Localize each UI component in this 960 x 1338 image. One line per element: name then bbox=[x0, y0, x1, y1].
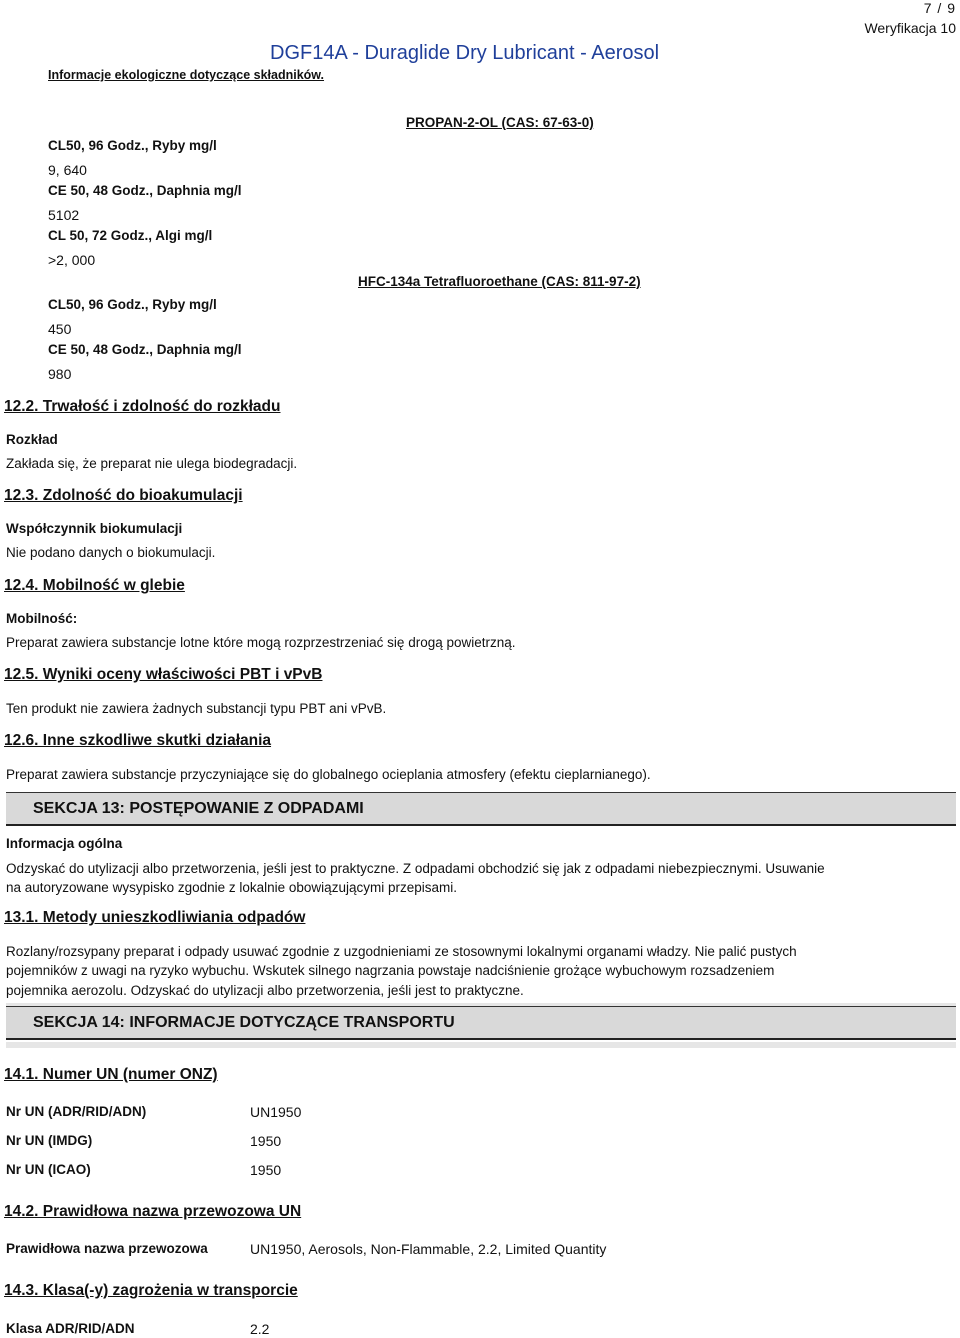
eco-item-label: CL 50, 72 Godz., Algi mg/l bbox=[48, 228, 213, 243]
un-number-label: Nr UN (ADR/RID/ADN) bbox=[6, 1104, 147, 1119]
eco-heading: Informacje ekologiczne dotyczące składników. bbox=[48, 68, 325, 82]
un-number-value: 1950 bbox=[250, 1162, 282, 1178]
bioaccumulation-label: Współczynnik biokumulacji bbox=[6, 521, 183, 536]
general-info-line: na autoryzowane wysypisko zgodnie z lokalnie obowiązującymi przepisami. bbox=[6, 880, 457, 895]
general-info-label: Informacja ogólna bbox=[6, 836, 123, 851]
eco-item-label: CL50, 96 Godz., Ryby mg/l bbox=[48, 297, 217, 312]
section-12-4-heading: 12.4. Mobilność w glebie bbox=[4, 577, 185, 594]
un-number-label: Nr UN (IMDG) bbox=[6, 1133, 93, 1148]
eco-item-label: CE 50, 48 Godz., Daphnia mg/l bbox=[48, 342, 242, 357]
section-14-band bbox=[6, 1006, 956, 1040]
disposal-line: pojemnika aerozolu. Odzyskać do utylizacji albo przetworzenia, jeśli jest to praktyczne. bbox=[6, 983, 524, 998]
document-title: DGF14A - Duraglide Dry Lubricant - Aerosol bbox=[270, 42, 660, 64]
section-13-band bbox=[6, 792, 956, 826]
eco-item-value: >2, 000 bbox=[48, 252, 96, 268]
eco-item-value: 450 bbox=[48, 321, 72, 337]
un-number-label: Nr UN (ICAO) bbox=[6, 1162, 91, 1177]
un-number-value: 1950 bbox=[250, 1133, 282, 1149]
section-12-3-heading: 12.3. Zdolność do bioakumulacji bbox=[4, 487, 243, 504]
section-13-1-heading: 13.1. Metody unieszkodliwiania odpadów bbox=[4, 909, 306, 926]
disposal-line: pojemników z uwagi na ryzyko wybuchu. Wskutek silnego nagrzania powstaje nadciśnienie grożące wybuchowym rozsadzeniem bbox=[6, 963, 775, 978]
rozklad-text: Zakłada się, że preparat nie ulega biodegradacji. bbox=[6, 456, 298, 471]
eco-item-label: CL50, 96 Godz., Ryby mg/l bbox=[48, 138, 217, 153]
section-14-1-heading: 14.1. Numer UN (numer ONZ) bbox=[4, 1066, 218, 1083]
shipping-name-label: Prawidłowa nazwa przewozowa bbox=[6, 1241, 208, 1256]
mobility-label: Mobilność: bbox=[6, 611, 78, 626]
general-info-line: Odzyskać do utylizacji albo przetworzenia, jeśli jest to praktyczne. Z odpadami obchodzić się jak z odpadami niebezpiecznymi. Usuwanie bbox=[6, 861, 825, 876]
section-12-5-heading: 12.5. Wyniki oceny właściwości PBT i vPvB bbox=[4, 666, 323, 683]
hazard-class-label: Klasa ADR/RID/ADN bbox=[6, 1321, 135, 1336]
disposal-line: Rozlany/rozsypany preparat i odpady usuwać zgodnie z uzgodnieniami ze stosownymi lokalnymi organami władzy. Nie palić pustych bbox=[6, 944, 797, 959]
rozklad-label: Rozkład bbox=[6, 432, 58, 447]
section-14-title: SEKCJA 14: INFORMACJE DOTYCZĄCE TRANSPORTU bbox=[33, 1014, 455, 1031]
section-14-3-heading: 14.3. Klasa(-y) zagrożenia w transporcie bbox=[4, 1282, 298, 1299]
section-13-title: SEKCJA 13: POSTĘPOWANIE Z ODPADAMI bbox=[33, 800, 364, 817]
shipping-name-value: UN1950, Aerosols, Non-Flammable, 2.2, Limited Quantity bbox=[250, 1241, 607, 1257]
other-effects-text: Preparat zawiera substancje przyczyniające się do globalnego ocieplania atmosfery (efektu cieplarnianego). bbox=[6, 767, 651, 782]
pbt-text: Ten produkt nie zawiera żadnych substancji typu PBT ani vPvB. bbox=[6, 701, 387, 716]
eco-item-value: 9, 640 bbox=[48, 162, 87, 178]
version-label: Weryfikacja 10 bbox=[864, 20, 956, 36]
band-shade bbox=[6, 1042, 956, 1048]
eco-item-value: 980 bbox=[48, 366, 72, 382]
section-14-2-heading: 14.2. Prawidłowa nazwa przewozowa UN bbox=[4, 1203, 302, 1220]
eco-item-value: 5102 bbox=[48, 207, 80, 223]
section-12-6-heading: 12.6. Inne szkodliwe skutki działania bbox=[4, 732, 272, 749]
section-12-2-heading: 12.2. Trwałość i zdolność do rozkładu bbox=[4, 398, 281, 415]
bioaccumulation-text: Nie podano danych o biokumulacji. bbox=[6, 545, 216, 560]
un-number-value: UN1950 bbox=[250, 1104, 302, 1120]
eco-item-label: CE 50, 48 Godz., Daphnia mg/l bbox=[48, 183, 242, 198]
mobility-text: Preparat zawiera substancje lotne które mogą rozprzestrzeniać się drogą powietrzną. bbox=[6, 635, 516, 650]
page-number: 7 / 9 bbox=[923, 0, 956, 16]
hazard-class-value: 2.2 bbox=[250, 1321, 270, 1337]
substance-hfc: HFC-134a Tetrafluoroethane (CAS: 811-97-2) bbox=[358, 274, 641, 289]
substance-propan: PROPAN-2-OL (CAS: 67-63-0) bbox=[406, 115, 594, 130]
